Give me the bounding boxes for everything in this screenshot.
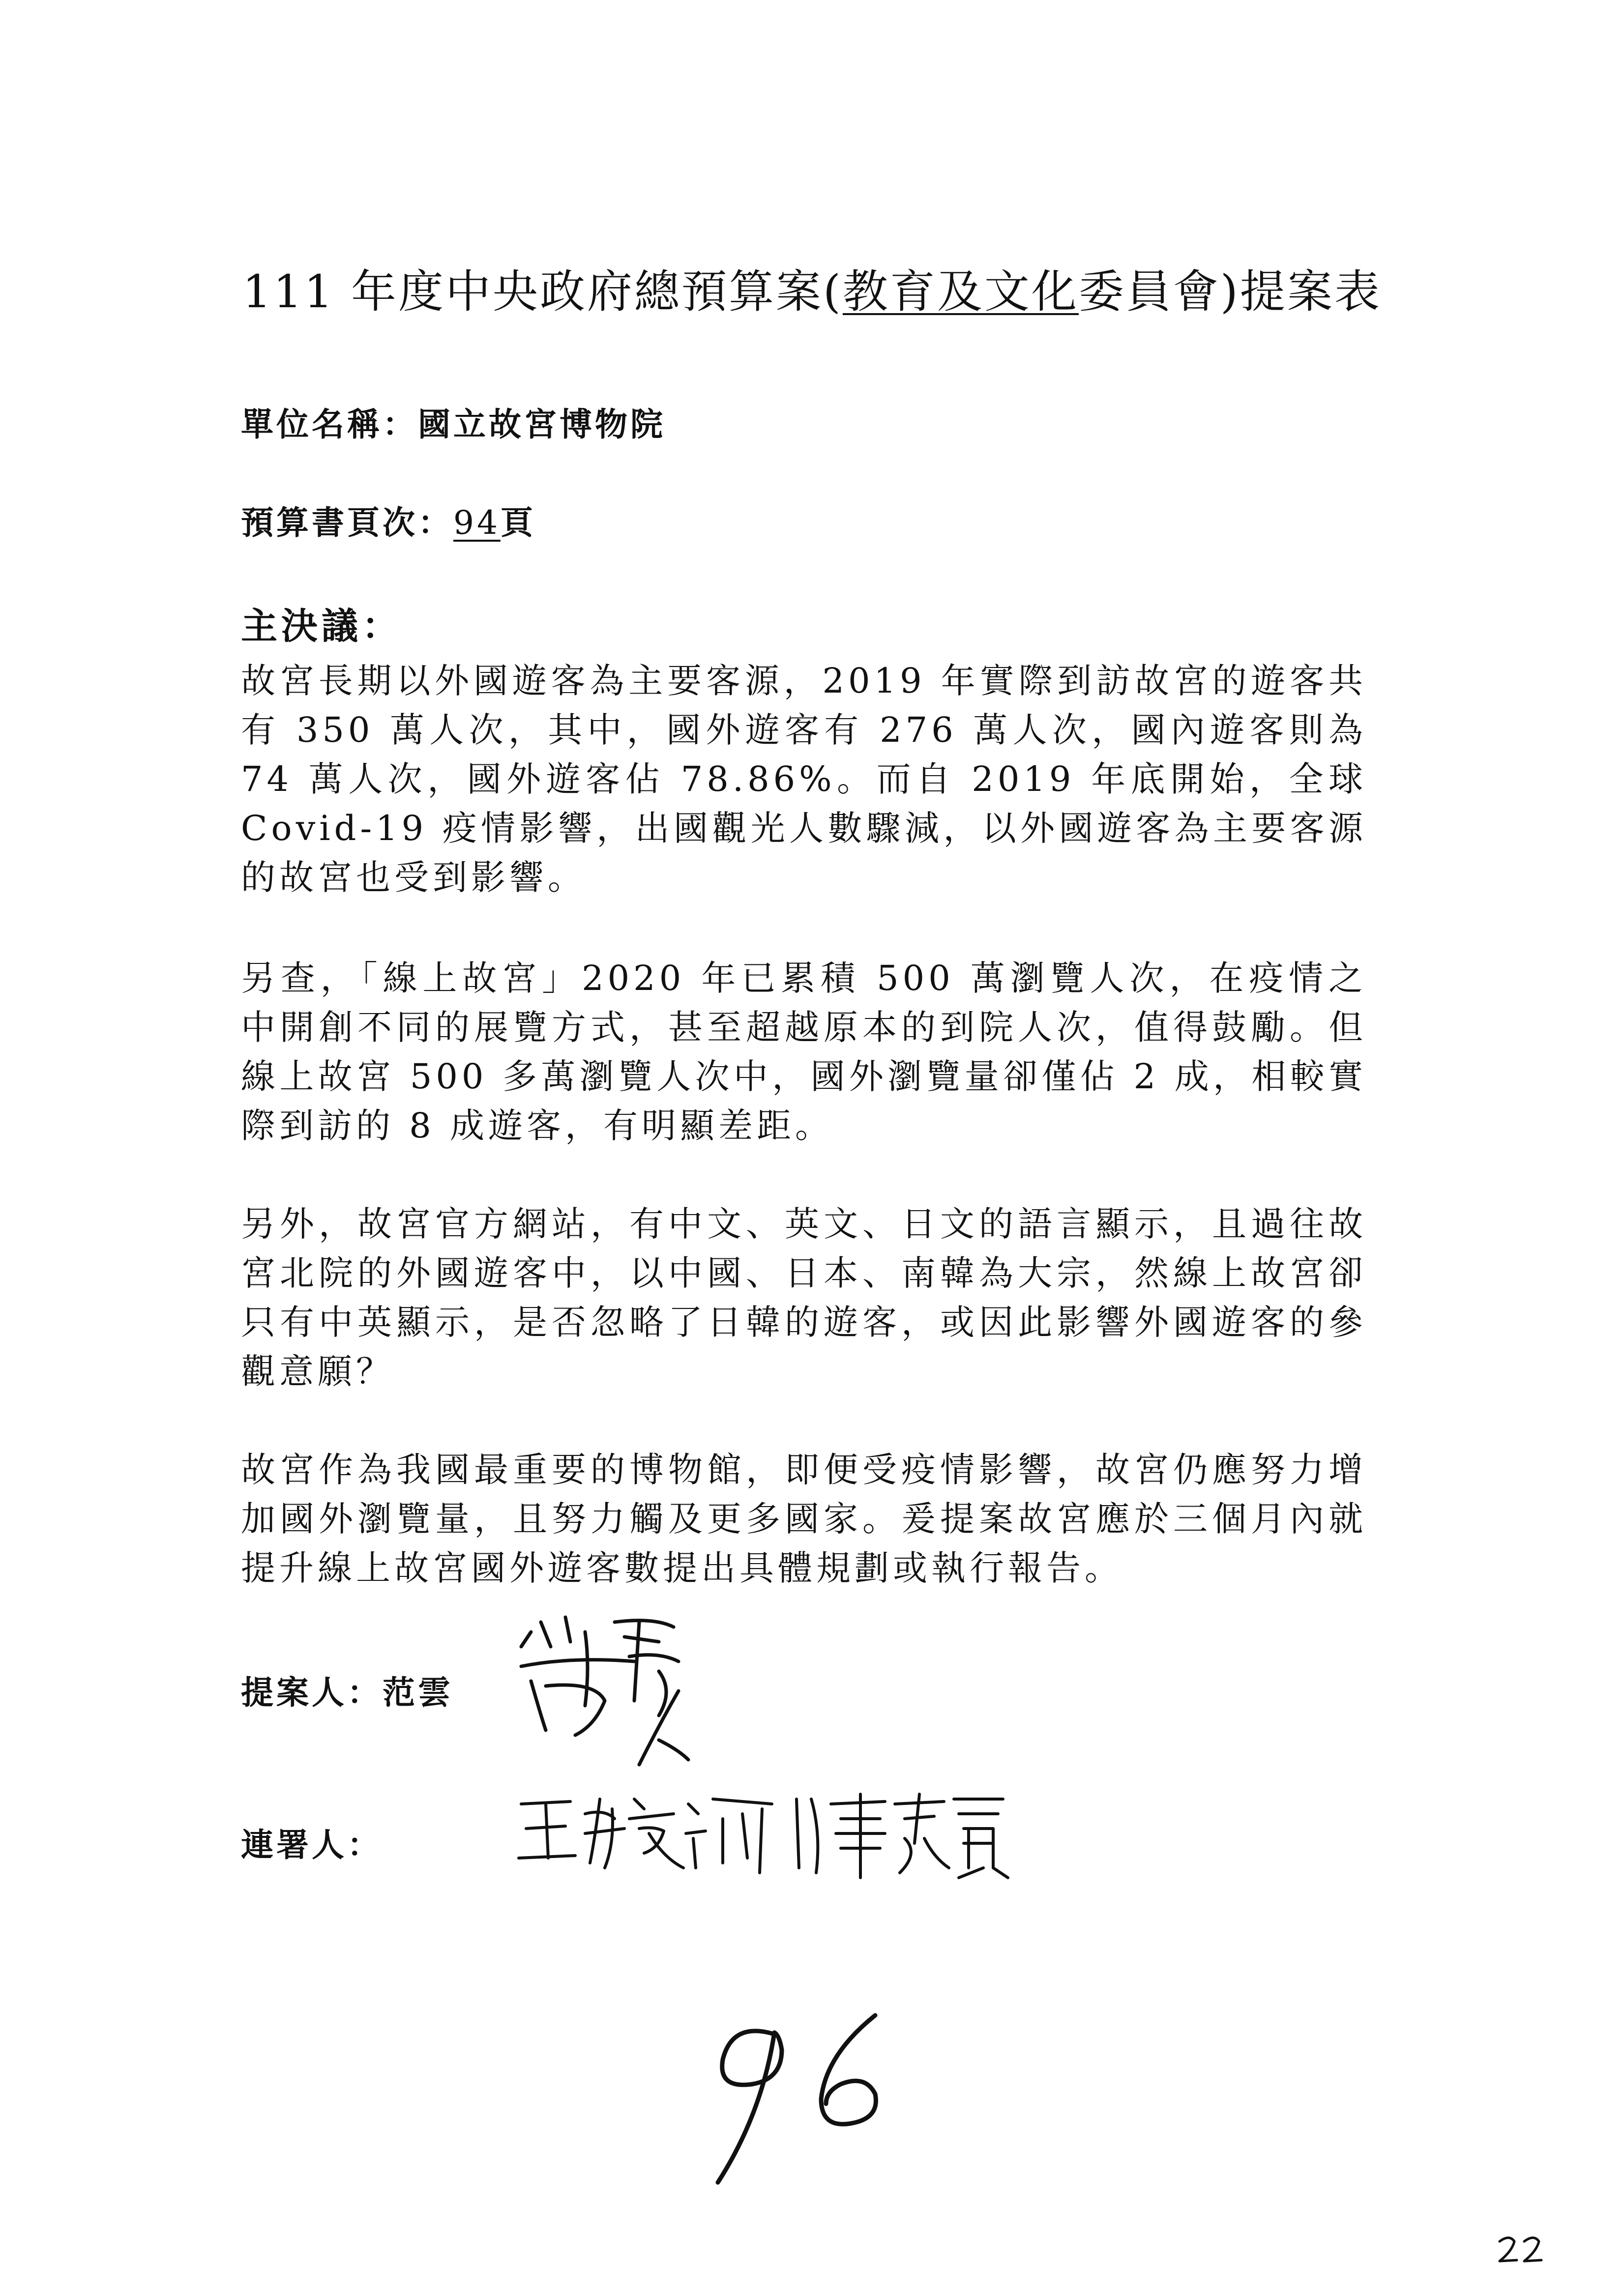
- cosigner-field: [241, 1819, 383, 1865]
- budget-page-label: 預算書頁次：: [241, 504, 453, 542]
- title-suffix: 委員會)提案表: [1078, 265, 1382, 318]
- resolution-paragraph-3: 另外，故宮官方網站，有中文、英文、日文的語言顯示，且過往故宮北院的外國遊客中，以中國、日本、南韓為大宗，然線上故宮卻只有中英顯示，是否忽略了日韓的遊客，或因此影響外國遊客的參觀意願？: [241, 1204, 1367, 1392]
- title-committee: 教育及文化: [842, 265, 1079, 318]
- title-prefix: 111 年度中央政府總預算案(: [242, 265, 843, 318]
- proposer-field: [241, 1666, 453, 1713]
- cosigner-signature-2: [787, 1784, 1013, 1883]
- cosigner-signature-1: [516, 1784, 792, 1883]
- cosigner-label: 連署人：: [241, 1826, 383, 1864]
- proposer-label: 提案人：: [241, 1674, 383, 1712]
- unit-name-value: 國立故宮博物院: [418, 406, 666, 443]
- document-title: [0, 256, 1624, 320]
- budget-page-value: 94: [453, 504, 501, 542]
- budget-page-field: [241, 496, 536, 543]
- handwritten-number: [679, 2005, 924, 2192]
- proposer-signature: [511, 1602, 718, 1789]
- proposer-name: 范雲: [383, 1674, 453, 1712]
- budget-page-suffix: 頁: [500, 504, 536, 542]
- unit-name-label: 單位名稱：: [241, 406, 418, 443]
- unit-name-field: [241, 398, 666, 445]
- page-mark: [1495, 2232, 1554, 2271]
- resolution-paragraph-4: 故宮作為我國最重要的博物館，即便受疫情影響，故宮仍應努力增加國外瀏覽量，且努力觸及更多國家。爰提案故宮應於三個月內就提升線上故宮國外遊客數提出具體規劃或執行報告。: [241, 1450, 1367, 1588]
- resolution-paragraph-1: 故宮長期以外國遊客為主要客源，2019 年實際到訪故宮的遊客共有 350 萬人次，其中，國外遊客有 276 萬人次，國內遊客則為 74 萬人次，國外遊客佔 78.86%。而自 2019 年底開始，全球 Covid-19 疫情影響，出國觀光人數驟減，以外國遊客為主要客源的故宮也受到影響。: [241, 661, 1367, 898]
- resolution-paragraph-2: 另查，「線上故宮」2020 年已累積 500 萬瀏覽人次，在疫情之中開創不同的展覽方式，甚至超越原本的到院人次，值得鼓勵。但線上故宮 500 多萬瀏覽人次中，國外瀏覽量卻僅佔 2 成，相較實際到訪的 8 成遊客，有明顯差距。: [241, 958, 1367, 1146]
- main-resolution-heading: 主決議：: [241, 605, 402, 647]
